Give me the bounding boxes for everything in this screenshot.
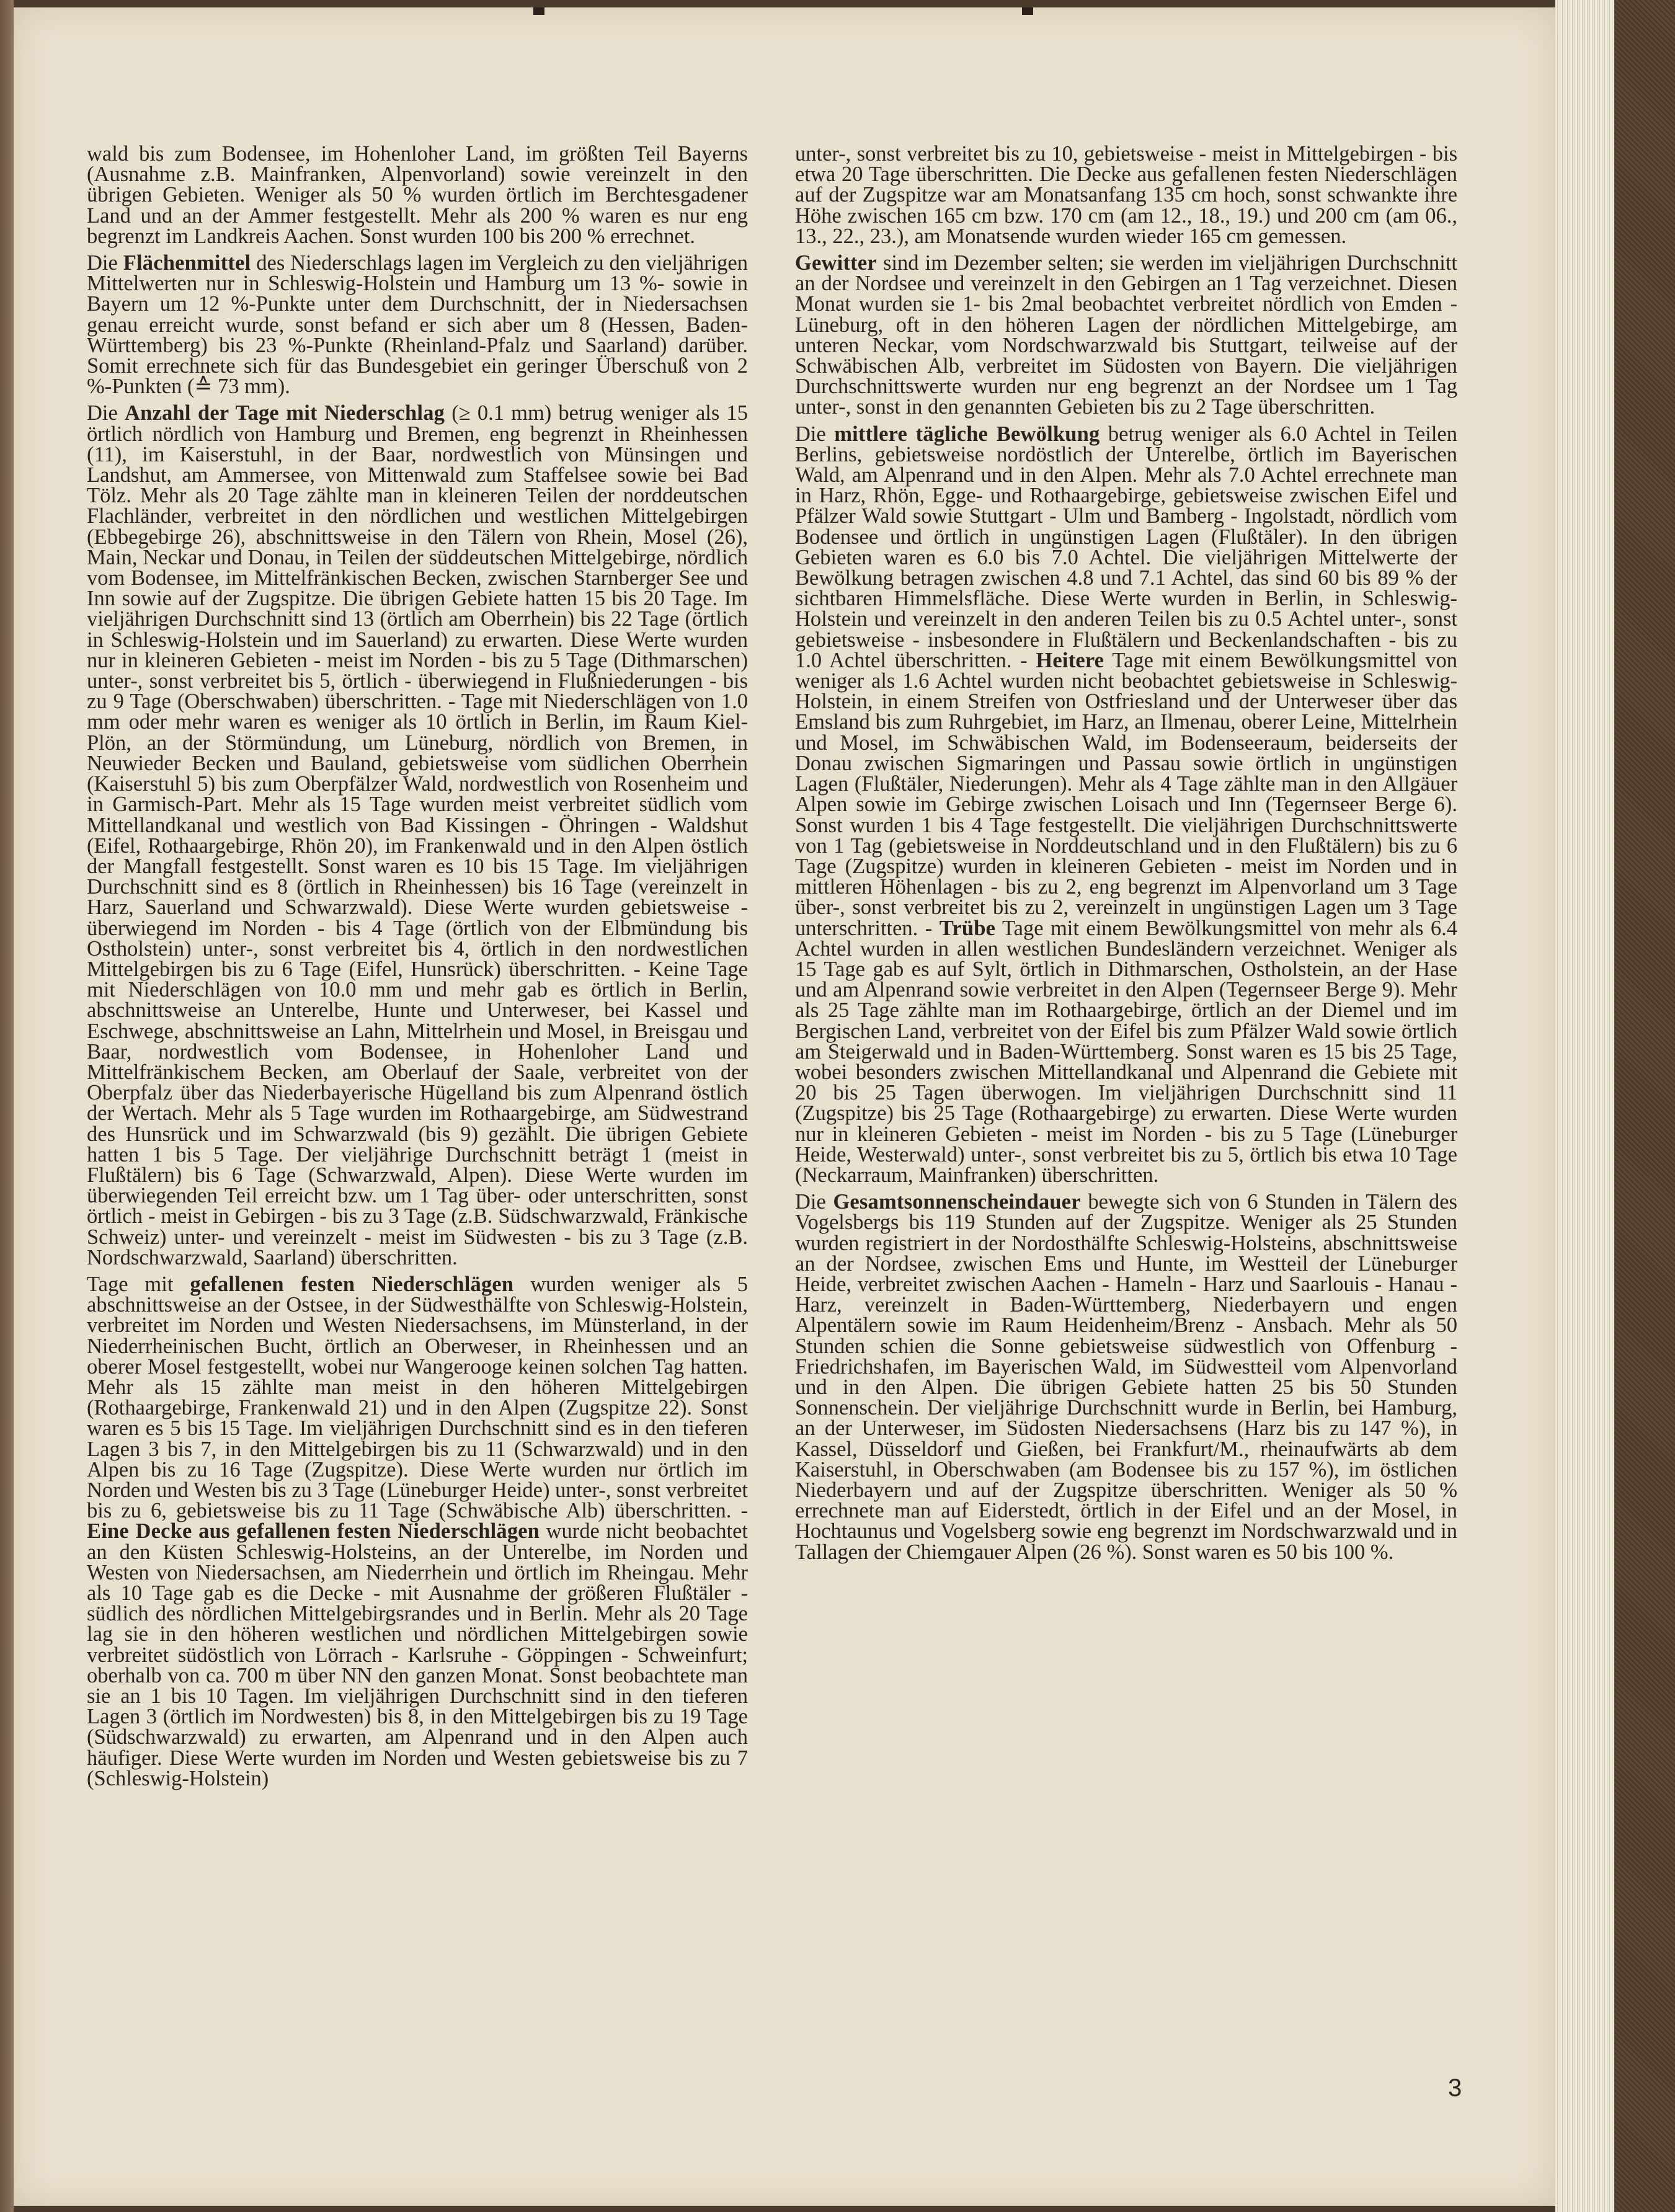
paragraph xyxy=(87,253,748,397)
paragraph-text: wurde nicht beobachtet an den Küsten Schleswig-Holsteins, an der Unterelbe, im Norden und Westen von Niedersachsen, am Niederrhein und örtlich im Rheingau. Mehr als 10 Tage gab es die Decke - mit Ausnahme der größeren Flußtäler - südlich des nördlichen Mittelgebirgsrandes und in Berlin. Mehr als 20 Tage lag sie in den höheren westlichen und nördlichen Mittelgebirgen sowie verbreitet südöstlich von Lörrach - Karlsruhe - Göppingen - Schweinfurt; oberhalb von ca. 700 m über NN den ganzen Monat. Sonst beobachtete man sie an 1 bis 10 Tagen. Im vieljährigen Durchschnitt sind in den tieferen Lagen 3 (örtlich im Nordwesten) bis 8, in den Mittelgebirgen bis zu 19 Tage (Südschwarzwald) zu erwarten, am Alpenrand und in den Alpen auch häufiger. Diese Werte wurden im Norden und Westen gebietsweise bis zu 7 (Schleswig-Holstein) xyxy=(87,1519,749,1790)
paragraph-text: wurden weniger als 5 abschnittsweise an der Ostsee, in der Südwesthälfte von Schleswig-Holstein, verbreitet im Norden und Westen Niedersachsens, im Münsterland, in der Niederrheinischen Bucht, örtlich an Oberweser, in Rheinhessen und an oberer Mosel festgestellt, wobei nur Wangerooge keinen solchen Tag hatten. Mehr als 15 zählte man meist in den höheren Mittelgebirgen (Rothaargebirge, Frankenwald 21) und in den Alpen (Zugspitze 22). Sonst waren es 5 bis 15 Tage. Im vieljährigen Durchschnitt sind es in den tieferen Lagen 3 bis 7, in den Mittelgebirgen bis zu 11 (Schwarzwald) und in den Alpen bis zu 16 Tage (Zugspitze). Diese Werte wurden nur örtlich im Norden und Westen bis zu 3 Tage (Lüneburger Heide) unter-, sonst verbreitet bis zu 6, gebietsweise bis zu 11 Tage (Schwäbische Alb) überschritten. - xyxy=(87,1272,748,1523)
right-text-column xyxy=(795,144,1457,1569)
paragraph-text: wald bis zum Bodensee, im Hohenloher Land, im größten Teil Bayerns (Ausnahme z.B. Mainfranken, Alpenvorland) sowie vereinzelt in den übrigen Gebieten. Weniger als 50 % wurden örtlich im Berchtesgadener Land und an der Ammer festgestellt. Mehr als 200 % waren es nur eng begrenzt im Landkreis Aachen. Sonst wurden 100 bis 200 % errechnet. xyxy=(87,142,748,248)
paragraph-text: unter-, sonst verbreitet bis zu 10, gebietsweise - meist in Mittelgebirgen - bis etwa 20 Tage überschritten. Die Decke aus gefallenen festen Niederschlägen auf der Zugspitze war am Monatsanfang 135 cm hoch, sonst schwankte ihre Höhe zwischen 165 cm bzw. 170 cm (am 12., 18., 19.) und 200 cm (am 06., 13., 22., 23.), am Monatsende wurden wieder 165 cm gemessen. xyxy=(795,142,1457,248)
paragraph xyxy=(795,144,1457,247)
book-cover-edge xyxy=(0,0,14,2212)
paragraph-text: bewegte sich von 6 Stunden in Tälern des Vogelsbergs bis 119 Stunden auf der Zugspitze. Weniger als 25 Stunden wurden registriert in der Nordosthälfte Schleswig-Holsteins, abschnittsweise an der Nordsee, zwischen Ems und Hunte, im Westteil der Lüneburger Heide, verbreitet zwischen Aachen - Hameln - Harz und Saarlouis - Hanau - Harz, vereinzelt in Baden-Württemberg, Niederbayern und engen Alpentälern sowie im Raum Heidenheim/Brenz - Ansbach. Mehr als 50 Stunden schien die Sonne gebietsweise südwestlich von Offenburg - Friedrichshafen, im Bayerischen Wald, im Südwestteil vom Alpenvorland und in den Alpen. Die übrigen Gebiete hatten 25 bis 50 Stunden Sonnenschein. Der vieljährige Durchschnitt wurde in Berlin, bei Hamburg, an der Unterweser, im Südosten Niedersachsens (Harz bis zu 147 %), in Kassel, Düsseldorf und Gießen, bei Frankfurt/M., rheinaufwärts ab dem Kaiserstuhl, in Oberschwaben (am Bodensee bis zu 157 %), im östlichen Niederbayern und auf der Zugspitze überschritten. Weniger als 50 % errechnete man auf Eiderstedt, örtlich in der Eifel und an der Mosel, in Hochtaunus und Vogelsberg sowie eng begrenzt im Nordschwarzwald und in Tallagen der Chiemgauer Alpen (26 %). Sonst waren es 50 bis 100 %. xyxy=(795,1190,1457,1564)
paragraph-text: Die xyxy=(795,422,835,446)
top-mark xyxy=(533,7,544,15)
paragraph xyxy=(795,253,1457,418)
bold-term: Gesamtsonnenscheindauer xyxy=(833,1190,1081,1214)
paragraph xyxy=(795,1192,1457,1563)
paragraph-text: Tage mit einem Bewölkungsmittel von weniger als 1.6 Achtel wurden nicht beobachtet gebietsweise in Schleswig-Holstein, in einem Streifen von Ostfriesland und der Unterweser über das Emsland bis zum Ruhrgebiet, im Harz, an Ilmenau, oberer Leine, Mittelrhein und Mosel, im Schwäbischen Wald, im Bodenseeraum, beiderseits der Donau zwischen Sigmaringen und Passau sowie örtlich in ungünstigen Lagen (Flußtäler, Niederungen). Mehr als 4 Tage zählte man in den Allgäuer Alpen sowie im Gebirge zwischen Loisach und Inn (Tegernseer Berge 6). Sonst wurden 1 bis 4 Tage festgestellt. Die vieljährigen Durchschnittswerte von 1 Tag (gebietsweise in Norddeutschland und in den Flußtälern) bis zu 6 Tage (Zugspitze) wurden in kleineren Gebieten - meist im Norden und in mittleren Höhenlagen - bis zu 2, eng begrenzt im Alpenvorland um 3 Tage über-, sonst verbreitet bis zu 2, vereinzelt in ungünstigen Lagen um 3 Tage unterschritten. - xyxy=(795,648,1457,940)
left-text-column xyxy=(87,144,748,1795)
paragraph-text: Die xyxy=(87,401,125,425)
page-number: 3 xyxy=(1448,2074,1462,2102)
bold-term: gefallenen festen Niederschlägen xyxy=(190,1272,514,1296)
paragraph-text: sind im Dezember selten; sie werden im vieljährigen Durchschnitt an der Nordsee und vereinzelt in den Gebirgen an 1 Tag verzeichnet. Diesen Monat wurden sie 1- bis 2mal beobachtet verbreitet nördlich von Emden - Lüneburg, oft in den höheren Lagen der nördlichen Mittelgebirge, am unteren Neckar, vom Nordschwarzwald bis Stuttgart, teilweise auf der Schwäbischen Alb, verbreitet im Südosten von Bayern. Die vieljährigen Durchschnittswerte wurden nur eng begrenzt an der Nordsee um 1 Tag unter-, sonst in den genannten Gebieten bis zu 2 Tage überschritten. xyxy=(795,251,1457,419)
paragraph-text: (≥ 0.1 mm) betrug weniger als 15 örtlich nördlich von Hamburg und Bremen, eng begrenzt in Rheinhessen (11), im Kaiserstuhl, in der Baar, nordwestlich von Münsingen und Landshut, am Ammersee, von Mittenwald zum Staffelsee sowie bei Bad Tölz. Mehr als 20 Tage zählte man in kleineren Teilen der norddeutschen Flachländer, verbreitet in den nördlichen und westlichen Mittelgebirgen (Ebbegebirge 26), abschnittsweise in den Tälern von Rhein, Mosel (26), Main, Neckar und Donau, in Teilen der süddeutschen Mittelgebirge, nördlich vom Bodensee, im Mittelfränkischen Becken, zwischen Starnberger See und Inn sowie auf der Zugspitze. Die übrigen Gebiete hatten 15 bis 20 Tage. Im vieljährigen Durchschnitt sind 13 (örtlich am Oberrhein) bis 22 Tage (örtlich in Schleswig-Holstein und im Sauerland) zu erwarten. Diese Werte wurden nur in kleineren Gebieten - meist im Norden - bis zu 5 Tage (Dithmarschen) unter-, sonst verbreitet bis 5, örtlich - überwiegend in Flußniederungen - bis zu 9 Tage (Oberschwaben) überschritten. - Tage mit Niederschlägen von 1.0 mm oder mehr waren es weniger als 10 örtlich in Berlin, im Raum Kiel-Plön, an der Störmündung, um Lüneburg, nördlich von Bremen, in Neuwieder Becken und Bauland, gebietsweise vom südlichen Oberrhein (Kaiserstuhl 5) bis zum Oberpfälzer Wald, nordwestlich von Rosenheim und in Garmisch-Part. Mehr als 15 Tage wurden meist verbreitet südlich vom Mittellandkanal und westlich von Bad Kissingen - Öhringen - Waldshut (Eifel, Rothaargebirge, Rhön 20), im Frankenwald und in den Alpen östlich der Mangfall festgestellt. Sonst waren es 10 bis 15 Tage. Im vieljährigen Durchschnitt sind es 8 (örtlich in Rheinhessen) bis 16 Tage (vereinzelt in Harz, Sauerland und Schwarzwald). Diese Werte wurden gebietsweise - überwiegend im Norden - bis 4 Tage (örtlich von der Elbmündung bis Ostholstein) unter-, sonst verbreitet bis 4, örtlich in den nordwestlichen Mittelgebirgen bis zu 6 Tage (Eifel, Hunsrück) überschritten. - Keine Tage mit Niederschlägen von 10.0 mm und mehr gab es örtlich in Berlin, abschnittsweise an Unterelbe, Hunte und Unterweser, bei Kassel und Eschwege, abschnittsweise an Lahn, Mittelrhein und Mosel, in Breisgau und Baar, nordwestlich vom Bodensee, in Hohenloher Land und Mittelfränkischem Becken, am Oberlauf der Saale, verbreitet von der Oberpfalz über das Niederbayerische Hügelland bis zum Alpenrand östlich der Wertach. Mehr als 5 Tage wurden im Rothaargebirge, am Südwestrand des Hunsrück und im Schwarzwald (bis 9) gezählt. Die übrigen Gebiete hatten 1 bis 5 Tage. Der vieljährige Durchschnitt beträgt 1 (meist in Flußtälern) bis 6 Tage (Schwarzwald, Alpen). Diese Werte wurden im überwiegenden Teil erreicht bzw. um 1 Tag über- oder unterschritten, sonst örtlich - meist in Gebirgen - bis zu 3 Tage (z.B. Südschwarzwald, Fränkische Schweiz) unter- und vereinzelt - meist im Südwesten - bis zu 3 Tage (z.B. Nordschwarzwald, Saarland) überschritten. xyxy=(87,401,748,1269)
paragraph-text: Die xyxy=(795,1190,833,1214)
top-mark xyxy=(1022,7,1033,15)
paragraph xyxy=(87,403,748,1268)
bold-term: Heitere xyxy=(1036,648,1104,672)
book-binding xyxy=(1614,0,1675,2212)
paragraph-text: des Niederschlags lagen im Vergleich zu den vieljährigen Mittelwerten nur in Schleswig-Holstein und Hamburg um 13 %- sowie in Bayern um 12 %-Punkte unter dem Durchschnitt, der in Niedersachsen genau erreicht wurde, sonst befand er sich aber um 8 (Hessen, Baden-Württemberg) bis 23 %-Punkte (Rheinland-Pfalz und Saarland) darüber. Somit errechnete sich für das Bundesgebiet ein geringer Überschuß von 2 %-Punkten (≙ 73 mm). xyxy=(87,251,748,399)
bold-term: Eine Decke aus gefallenen festen Niederschlägen xyxy=(87,1519,540,1544)
bold-term: Trübe xyxy=(939,916,996,940)
paragraph-text: Die xyxy=(87,251,123,275)
bold-term: mittlere tägliche Bewölkung xyxy=(834,422,1100,446)
paragraph xyxy=(87,144,748,247)
bold-term: Anzahl der Tage mit Niederschlag xyxy=(124,401,445,425)
paragraph xyxy=(87,1274,748,1789)
paragraph xyxy=(795,424,1457,1186)
bold-term: Flächenmittel xyxy=(123,251,251,275)
page-stack-edges xyxy=(1555,0,1614,2212)
paragraph-text: Tage mit xyxy=(87,1272,190,1296)
paragraph-text: betrug weniger als 6.0 Achtel in Teilen Berlins, gebietsweise nordöstlich der Unterelbe, örtlich im Bayerischen Wald, am Alpenrand und in den Alpen. Mehr als 7.0 Achtel errechnete man in Harz, Rhön, Egge- und Rothaargebirge, gebietsweise zwischen Eifel und Pfälzer Wald sowie Stuttgart - Ulm und Bamberg - Ingolstadt, nördlich vom Bodensee und örtlich in ungünstigen Lagen (Flußtäler). In den übrigen Gebieten waren es 6.0 bis 7.0 Achtel. Die vieljährigen Mittelwerte der Bewölkung betragen zwischen 4.8 und 7.1 Achtel, das sind 60 bis 89 % der sichtbaren Himmelsfläche. Diese Werte wurden in Berlin, in Schleswig-Holstein und vereinzelt in den anderen Teilen bis zu 0.5 Achtel unter-, sonst gebietsweise - insbesondere in Flußtälern und Beckenlandschaften - bis zu 1.0 Achtel überschritten. - xyxy=(795,422,1457,672)
bold-term: Gewitter xyxy=(795,251,877,275)
paragraph-text: Tage mit einem Bewölkungsmittel von mehr als 6.4 Achtel wurden in allen westlichen Bundesländern verzeichnet. Weniger als 15 Tage gab es auf Sylt, örtlich in Dithmarschen, Ostholstein, an der Hase und am Alpenrand sowie verbreitet in den Alpen (Tegernseer Berge 9). Mehr als 25 Tage zählte man im Rothaargebirge, örtlich an der Diemel und im Bergischen Land, verbreitet von der Eifel bis zum Pfälzer Wald sowie örtlich am Steigerwald und in Baden-Württemberg. Sonst waren es 15 bis 25 Tage, wobei besonders zwischen Mittellandkanal und Alpenrand die Gebiete mit 20 bis 25 Tagen überwogen. Im vieljährigen Durchschnitt sind 11 (Zugspitze) bis 25 Tage (Rothaargebirge) zu erwarten. Diese Werte wurden nur in kleineren Gebieten - meist im Norden - bis zu 5 Tage (Lüneburger Heide, Westerwald) unter-, sonst verbreitet bis zu 5, örtlich bis etwa 10 Tage (Neckarraum, Mainfranken) überschritten. xyxy=(795,916,1457,1187)
